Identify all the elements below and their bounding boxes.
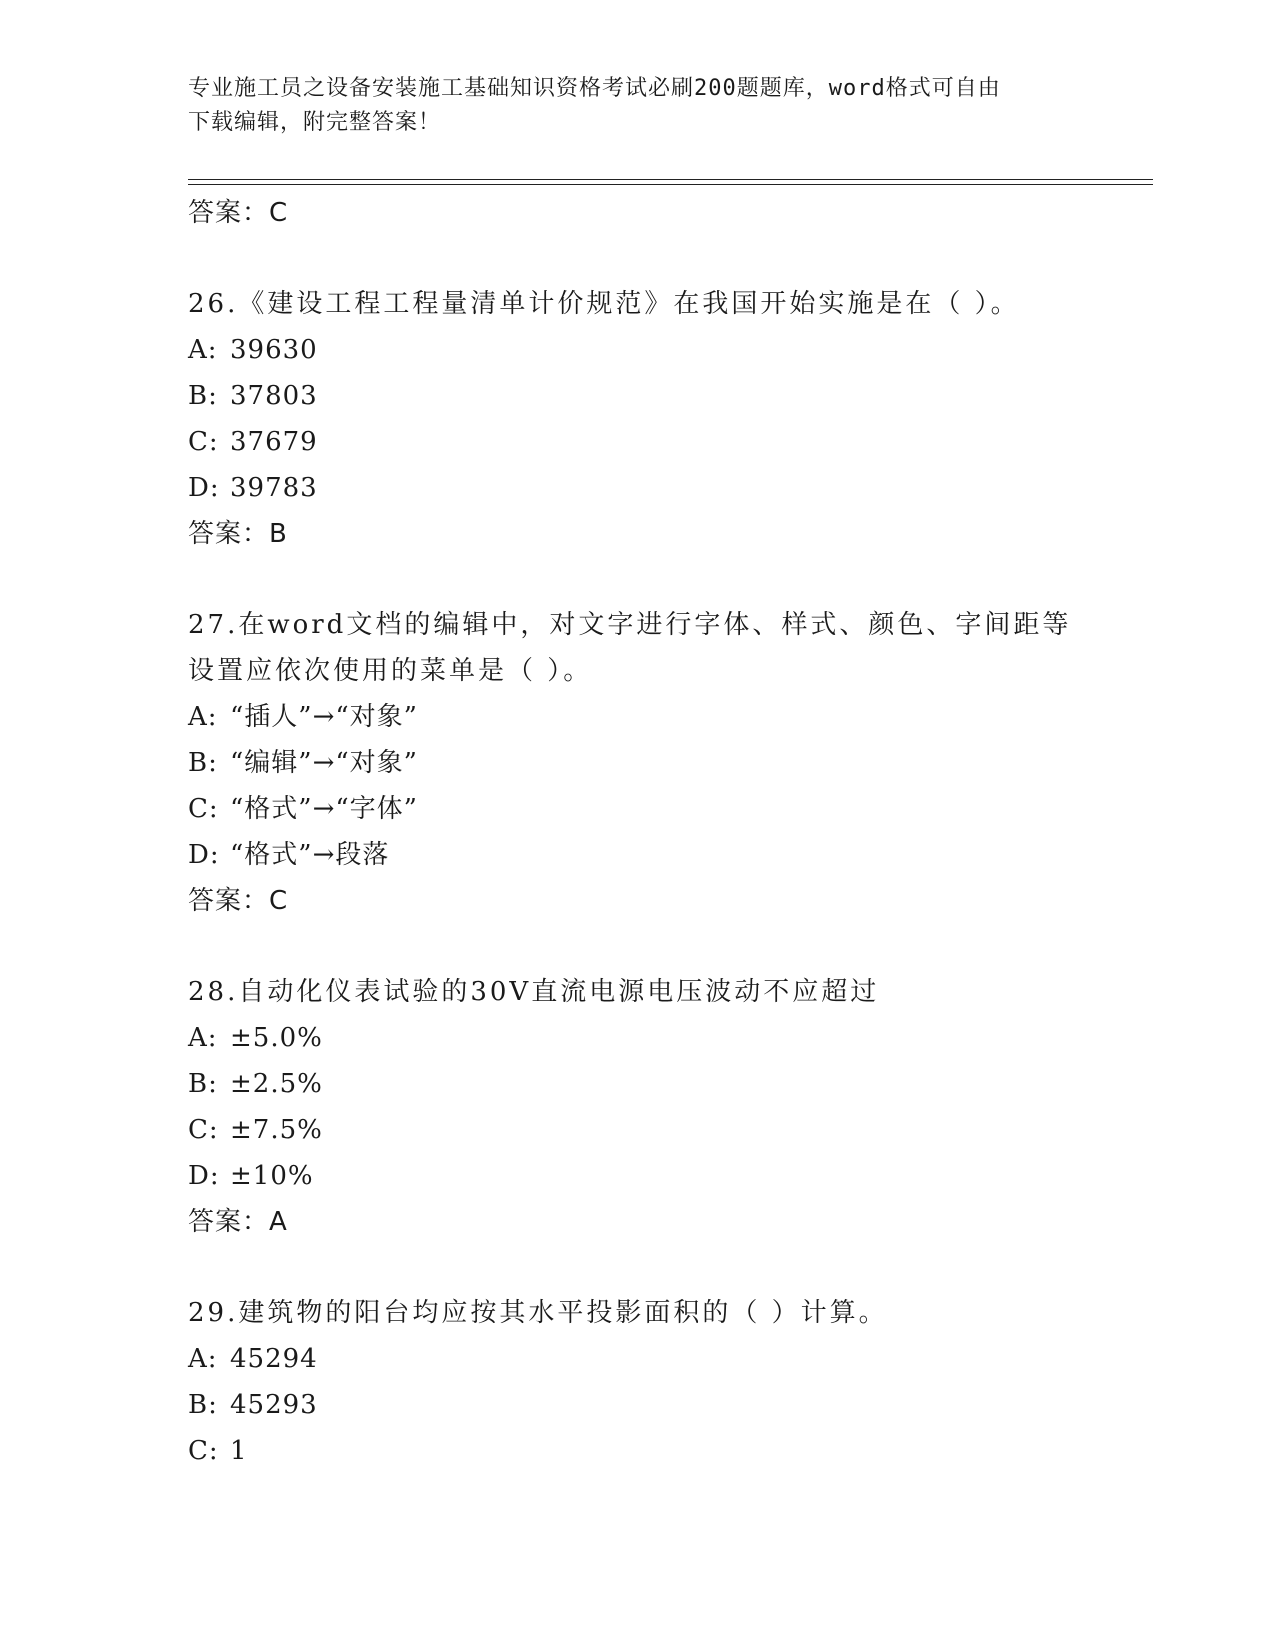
answer-option xyxy=(188,786,1153,832)
option-text: 39630 xyxy=(230,335,318,365)
option-text: 45293 xyxy=(230,1390,318,1420)
answer-option xyxy=(188,419,1153,465)
question-gap xyxy=(188,924,1153,969)
question-block xyxy=(188,602,1153,924)
option-key: D: xyxy=(188,473,220,503)
option-key: A: xyxy=(188,702,218,732)
answer-value: C xyxy=(269,198,288,228)
option-text: 37679 xyxy=(230,427,318,457)
page-header xyxy=(188,72,1088,140)
answer-value: A xyxy=(269,1207,287,1237)
answer-option xyxy=(188,373,1153,419)
question-answer xyxy=(188,878,1153,924)
option-text: 45294 xyxy=(230,1344,318,1374)
header-line-2: 下载编辑，附完整答案！ xyxy=(188,110,442,135)
option-text: ±7.5% xyxy=(230,1115,323,1145)
question-text: 设置应依次使用的菜单是（ ）。 xyxy=(188,656,593,686)
answer-option xyxy=(188,832,1153,878)
option-key: C: xyxy=(188,794,219,824)
question-block xyxy=(188,1290,1153,1474)
question-gap xyxy=(188,1245,1153,1290)
option-key: D: xyxy=(188,840,220,870)
answer-option xyxy=(188,465,1153,511)
option-key: A: xyxy=(188,1023,218,1053)
option-text: ±5.0% xyxy=(230,1023,323,1053)
option-key: B: xyxy=(188,381,218,411)
answer-value: C xyxy=(269,886,288,916)
header-rule-top xyxy=(188,179,1153,180)
answer-label: 答案： xyxy=(188,886,270,916)
question-answer xyxy=(188,1199,1153,1245)
question-text: 29.建筑物的阳台均应按其水平投影面积的（ ）计算。 xyxy=(188,1298,888,1328)
question-gap xyxy=(188,236,1153,281)
question-text: 26.《建设工程工程量清单计价规范》在我国开始实施是在（ ）。 xyxy=(188,289,1020,319)
answer-option xyxy=(188,327,1153,373)
answer-option xyxy=(188,740,1153,786)
header-line-1: 专业施工员之设备安装施工基础知识资格考试必刷200题题库，word格式可自由 xyxy=(188,76,1001,101)
answer-option xyxy=(188,1336,1153,1382)
question-text: 28.自动化仪表试验的30V直流电源电压波动不应超过 xyxy=(188,977,880,1007)
option-key: B: xyxy=(188,748,218,778)
answer-option xyxy=(188,1153,1153,1199)
header-rule-bottom xyxy=(188,184,1153,185)
option-key: C: xyxy=(188,1115,219,1145)
question-answer xyxy=(188,511,1153,557)
previous-answer xyxy=(188,190,1153,236)
option-text: ±10% xyxy=(230,1161,314,1191)
answer-option xyxy=(188,1382,1153,1428)
question-gap xyxy=(188,557,1153,602)
option-key: C: xyxy=(188,427,219,457)
option-key: C: xyxy=(188,1436,219,1466)
option-text: 1 xyxy=(230,1436,248,1466)
question-block xyxy=(188,969,1153,1245)
option-key: B: xyxy=(188,1069,218,1099)
option-text: ±2.5% xyxy=(230,1069,323,1099)
option-text: “插人”→“对象” xyxy=(230,702,418,732)
answer-label: 答案： xyxy=(188,1207,270,1237)
question-list xyxy=(188,190,1153,1474)
question-text: 27.在word文档的编辑中，对文字进行字体、样式、颜色、字间距等 xyxy=(188,610,1072,640)
answer-value: B xyxy=(269,519,287,549)
option-text: 37803 xyxy=(230,381,318,411)
option-key: A: xyxy=(188,335,218,365)
option-text: “编辑”→“对象” xyxy=(230,748,418,778)
question-block xyxy=(188,281,1153,557)
answer-option xyxy=(188,1061,1153,1107)
answer-option xyxy=(188,1015,1153,1061)
option-key: B: xyxy=(188,1390,218,1420)
answer-label: 答案： xyxy=(188,198,270,228)
option-key: A: xyxy=(188,1344,218,1374)
answer-option xyxy=(188,1428,1153,1474)
option-key: D: xyxy=(188,1161,220,1191)
answer-option xyxy=(188,1107,1153,1153)
answer-option xyxy=(188,694,1153,740)
answer-label: 答案： xyxy=(188,519,270,549)
option-text: “格式”→“字体” xyxy=(230,794,418,824)
option-text: “格式”→段落 xyxy=(230,840,390,870)
option-text: 39783 xyxy=(230,473,318,503)
